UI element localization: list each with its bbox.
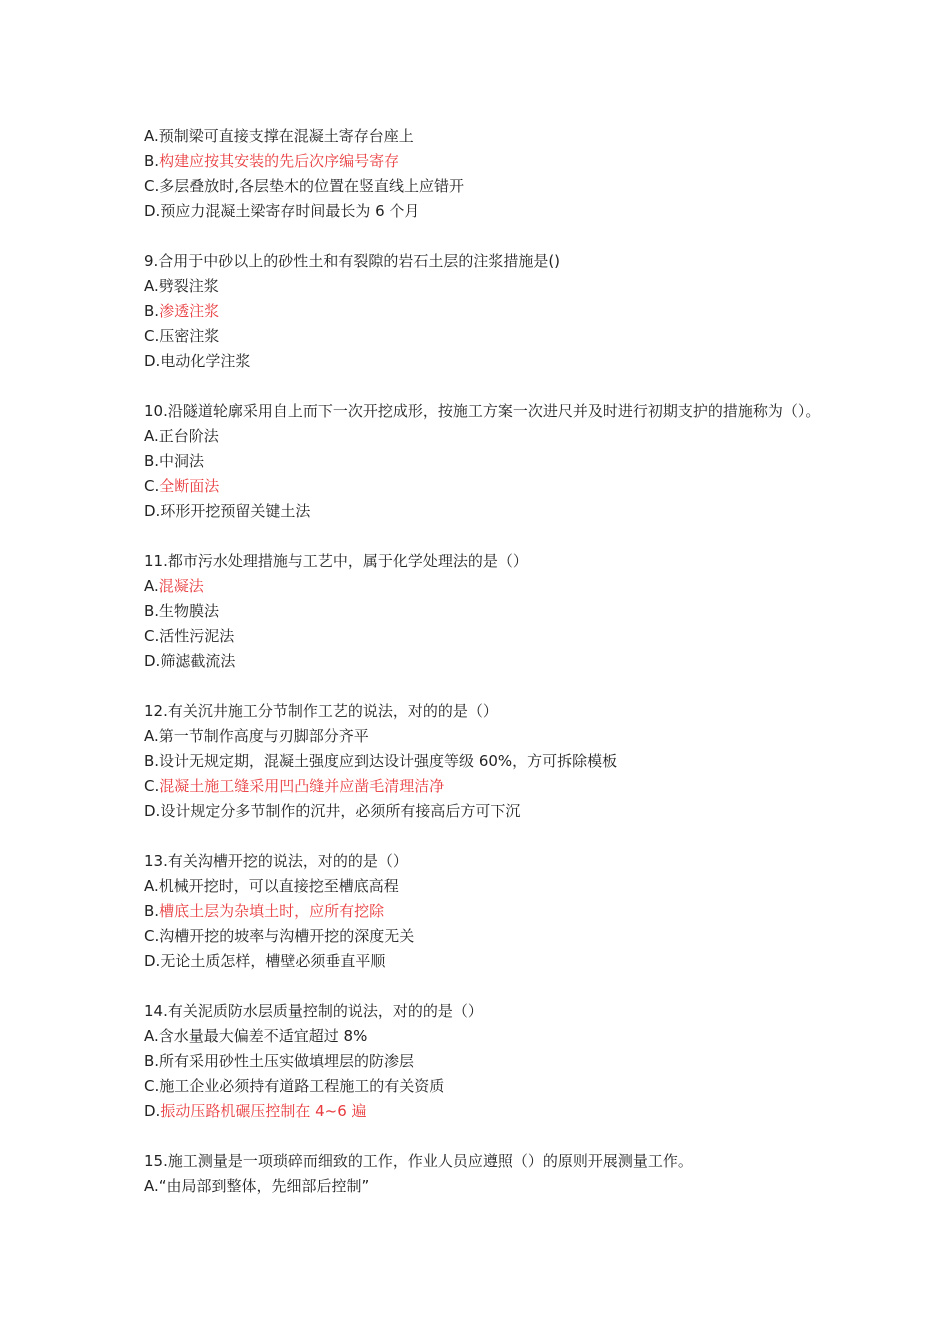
option-b-answer: 渗透注浆 — [159, 302, 220, 320]
option-b-prefix: B. — [144, 902, 160, 920]
option-a: A.正台阶法 — [144, 427, 219, 445]
option-b: B.设计无规定期，混凝土强度应到达设计强度等级 60%，方可拆除模板 — [144, 752, 618, 770]
option-c-answer: 混凝土施工缝采用凹凸缝并应凿毛清理洁净 — [159, 777, 445, 795]
option-c: C.沟槽开挖的坡率与沟槽开挖的深度无关 — [144, 927, 415, 945]
option-b-prefix: B. — [144, 152, 160, 170]
question-stem: 12.有关沉井施工分节制作工艺的说法，对的的是（） — [144, 702, 498, 720]
question-12 — [144, 699, 824, 824]
option-b-answer: 构建应按其安装的先后次序编号寄存 — [159, 152, 400, 170]
spacer — [144, 1124, 824, 1149]
question-stem: 10.沿隧道轮廓采用自上而下一次开挖成形，按施工方案一次进尺并及时进行初期支护的措施称为（）。 — [144, 402, 821, 420]
option-b-answer: 槽底土层为杂填土时，应所有挖除 — [159, 902, 385, 920]
option-c: C.多层叠放时,各层垫木的位置在竖直线上应错开 — [144, 177, 465, 195]
option-b: B.中洞法 — [144, 452, 205, 470]
option-c-answer: 全断面法 — [159, 477, 220, 495]
option-c: C.压密注浆 — [144, 327, 220, 345]
option-d: D.电动化学注浆 — [144, 352, 251, 370]
question-11 — [144, 549, 824, 674]
spacer — [144, 524, 824, 549]
option-b-prefix: B. — [144, 302, 160, 320]
option-b: B.所有采用砂性土压实做填埋层的防渗层 — [144, 1052, 415, 1070]
question-stem: 13.有关沟槽开挖的说法，对的的是（） — [144, 852, 408, 870]
option-a: A.含水量最大偏差不适宜超过 8% — [144, 1027, 368, 1045]
option-a: A.预制梁可直接支撑在混凝土寄存台座上 — [144, 127, 414, 145]
option-d: D.无论土质怎样，槽壁必须垂直平顺 — [144, 952, 386, 970]
question-14 — [144, 999, 824, 1124]
question-10 — [144, 399, 824, 524]
spacer — [144, 974, 824, 999]
option-d: D.筛滤截流法 — [144, 652, 236, 670]
option-b — [144, 149, 824, 174]
question-8 — [144, 124, 824, 224]
question-stem: 15.施工测量是一项琐碎而细致的工作，作业人员应遵照（）的原则开展测量工作。 — [144, 1152, 693, 1170]
option-d — [144, 1099, 824, 1124]
spacer — [144, 674, 824, 699]
option-c-prefix: C. — [144, 777, 160, 795]
spacer — [144, 824, 824, 849]
option-c — [144, 474, 824, 499]
question-stem: 9.合用于中砂以上的砂性土和有裂隙的岩石土层的注浆措施是() — [144, 252, 561, 270]
question-13 — [144, 849, 824, 974]
option-c — [144, 774, 824, 799]
option-c: C.施工企业必须持有道路工程施工的有关资质 — [144, 1077, 445, 1095]
question-list — [144, 124, 824, 1199]
option-d-answer: 振动压路机碾压控制在 4~6 遍 — [160, 1102, 367, 1120]
option-a: A.机械开挖时，可以直接挖至槽底高程 — [144, 877, 399, 895]
option-c: C.活性污泥法 — [144, 627, 235, 645]
question-9 — [144, 249, 824, 374]
option-b: B.生物膜法 — [144, 602, 220, 620]
option-d: D.预应力混凝土梁寄存时间最长为 6 个月 — [144, 202, 420, 220]
option-d: D.设计规定分多节制作的沉井，必须所有接高后方可下沉 — [144, 802, 521, 820]
spacer — [144, 374, 824, 399]
option-a: A.劈裂注浆 — [144, 277, 219, 295]
question-15 — [144, 1149, 824, 1199]
option-b — [144, 299, 824, 324]
option-a-prefix: A. — [144, 577, 159, 595]
option-a: A.第一节制作高度与刃脚部分齐平 — [144, 727, 369, 745]
option-d-prefix: D. — [144, 1102, 161, 1120]
question-stem: 11.都市污水处理措施与工艺中，属于化学处理法的是（） — [144, 552, 528, 570]
option-b — [144, 899, 824, 924]
spacer — [144, 224, 824, 249]
question-stem: 14.有关泥质防水层质量控制的说法，对的的是（） — [144, 1002, 483, 1020]
option-a: A.“由局部到整体，先细部后控制” — [144, 1177, 370, 1195]
option-d: D.环形开挖预留关键土法 — [144, 502, 311, 520]
option-a — [144, 574, 824, 599]
option-c-prefix: C. — [144, 477, 160, 495]
option-a-answer: 混凝法 — [158, 577, 204, 595]
